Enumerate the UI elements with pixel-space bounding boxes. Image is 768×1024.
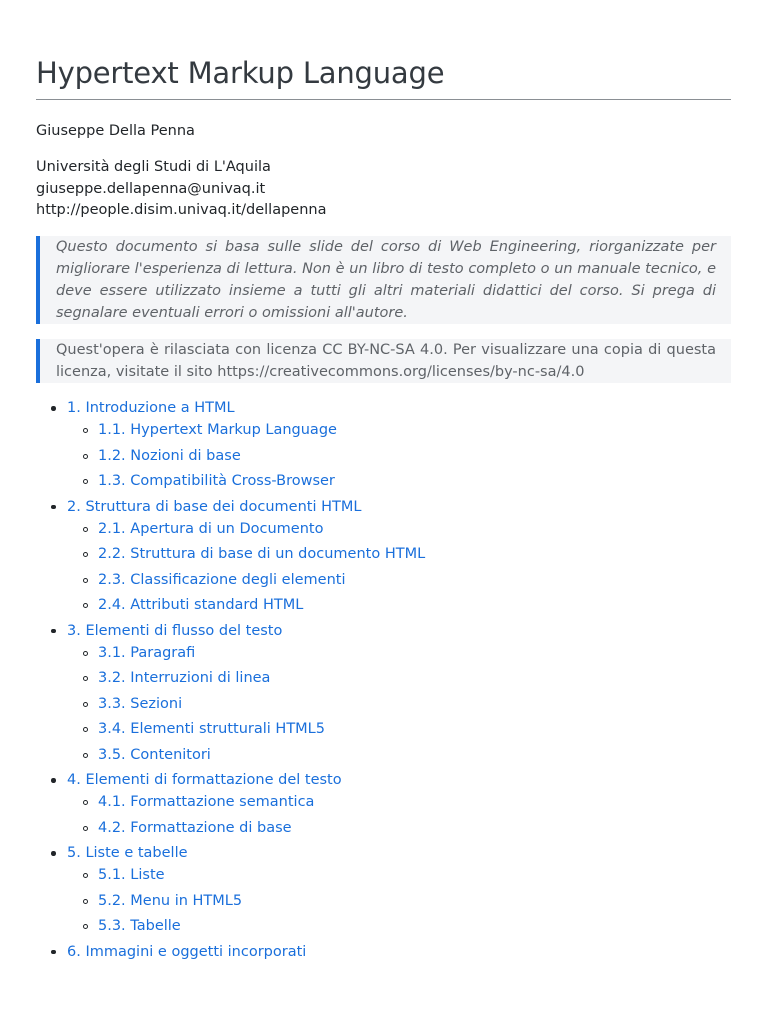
toc-chapter-link[interactable]: 4. Elementi di formattazione del testo [67,772,342,788]
license-note-blockquote: Quest'opera è rilasciata con licenza CC BY-NC-SA 4.0. Per visualizzare una copia di questa licenza, visitate il sito https://creativecommons.org/licenses/by-nc-sa/4.0 [36,339,731,383]
toc-chapter-link[interactable]: 1. Introduzione a HTML [67,400,235,416]
toc-section [36,667,731,693]
toc-section-link[interactable]: 3.2. Interruzioni di linea [98,670,271,686]
toc-section [36,642,731,668]
toc-section-link[interactable]: 2.2. Struttura di base di un documento HTML [98,546,426,562]
toc-section-link[interactable]: 1.3. Compatibilità Cross-Browser [98,473,335,489]
toc-section-link[interactable]: 5.2. Menu in HTML5 [98,892,243,909]
toc-section [36,470,731,496]
toc-section-link[interactable]: 2.1. Apertura di un Documento [98,520,324,537]
toc-section-link[interactable]: 5.1. Liste [98,867,165,883]
toc-section [36,864,731,890]
toc-chapter [36,397,731,419]
toc-section [36,890,731,916]
toc-chapter-link[interactable]: 2. Struttura di base dei documenti HTML [67,498,362,515]
toc-section-link[interactable]: 5.3. Tabelle [98,918,181,934]
toc-chapter [36,620,731,642]
toc-section-link[interactable]: 1.2. Nozioni di base [98,447,241,464]
toc-chapter [36,842,731,864]
toc-section-link[interactable]: 3.1. Paragrafi [98,644,196,661]
toc-section-link[interactable]: 4.1. Formattazione semantica [98,794,315,810]
toc-section [36,445,731,471]
toc-section [36,419,731,445]
table-of-contents [36,397,731,963]
toc-section [36,569,731,595]
toc-chapter [36,496,731,518]
toc-section [36,744,731,770]
toc-section-link[interactable]: 3.4. Elementi strutturali HTML5 [98,721,325,737]
toc-section-link[interactable]: 1.1. Hypertext Markup Language [98,422,337,438]
author-website: http://people.disim.univaq.it/dellapenna [36,202,327,218]
toc-section [36,594,731,620]
toc-section [36,718,731,744]
university-name: Università degli Studi di L'Aquila [36,159,271,175]
toc-chapter [36,769,731,791]
toc-section [36,693,731,719]
toc-section-link[interactable]: 4.2. Formattazione di base [98,819,292,836]
toc-section [36,518,731,544]
author-email: giuseppe.dellapenna@univaq.it [36,180,266,197]
toc-section-link[interactable]: 2.4. Attributi standard HTML [98,597,304,613]
toc-chapter-link[interactable]: 5. Liste e tabelle [67,845,188,861]
toc-chapter [36,941,731,963]
title-divider [36,99,731,100]
toc-section [36,915,731,941]
toc-section [36,817,731,843]
toc-section-link[interactable]: 3.3. Sezioni [98,695,183,712]
toc-section [36,543,731,569]
page-title: Hypertext Markup Language [36,56,445,90]
toc-section [36,791,731,817]
toc-chapter-link[interactable]: 6. Immagini e oggetti incorporati [67,943,307,960]
toc-chapter-link[interactable]: 3. Elementi di flusso del testo [67,622,283,639]
toc-section-link[interactable]: 3.5. Contenitori [98,746,211,763]
toc-section-link[interactable]: 2.3. Classificazione degli elementi [98,571,346,588]
author-affiliation [36,157,326,222]
intro-note-blockquote: Questo documento si basa sulle slide del corso di Web Engineering, riorganizzate per migliorare l'esperienza di lettura. Non è un libro di testo completo o un manuale tecnico, e deve essere utilizzato insieme a tutti gli altri materiali didattici del corso. Si prega di segnalare eventuali errori o omissioni all'autore. [36,236,731,324]
author-name: Giuseppe Della Penna [36,123,195,139]
